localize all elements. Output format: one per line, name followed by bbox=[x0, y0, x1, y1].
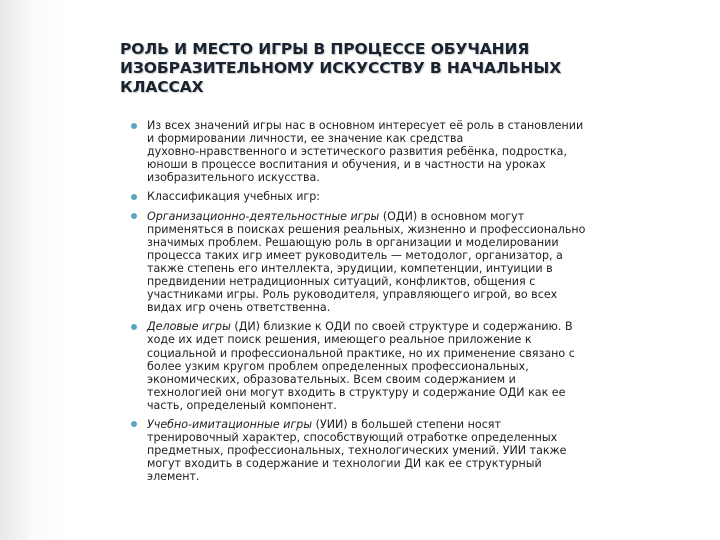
text-line: также степень его интеллекта, эрудиции, компетенции, интуиции в bbox=[147, 261, 553, 275]
title-line: КЛАССАХ bbox=[120, 78, 204, 96]
title-line: ИЗОБРАЗИТЕЛЬНОМУ ИСКУССТВУ В НАЧАЛЬНЫХ bbox=[120, 59, 562, 77]
bullet-list bbox=[128, 119, 693, 483]
text-line: участниками игры. Роль руководителя, управляющего игрой, во всех bbox=[147, 288, 558, 302]
text-line: духовно-нравственного и эстетического развития ребёнка, подростка, bbox=[147, 145, 567, 159]
text-line: могут входить в содержание и технологии ДИ как ее структурный bbox=[147, 457, 542, 471]
text-line: видах игр очень ответственна. bbox=[147, 301, 331, 315]
text-line: тренировочный характер, способствующий отработке определенных bbox=[147, 431, 558, 445]
game-type-term: Деловые игры bbox=[147, 320, 231, 334]
bullet-item bbox=[128, 418, 693, 483]
text-line: более узким кругом проблем определенных профессиональных, bbox=[147, 359, 529, 373]
bullet-dot-icon bbox=[131, 213, 137, 219]
text-line: и формировании личности, ее значение как средства bbox=[147, 132, 464, 146]
text-line: процесса таких игр имеет руководитель — методолог, организатор, а bbox=[147, 248, 563, 262]
bullet-dot-icon bbox=[131, 421, 137, 427]
bullet-dot-icon bbox=[131, 123, 137, 129]
text-line: ходе их идет поиск решения, имеющего реальное приложение к bbox=[147, 333, 532, 347]
text-line: Из всех значений игры нас в основном интересует её роль в становлении bbox=[147, 119, 584, 132]
text-fragment: (УИИ) в большей степени носят bbox=[312, 417, 501, 431]
text-line: применяться в поисках решения реальных, жизненно и профессионально bbox=[147, 222, 586, 236]
bullet-item bbox=[128, 210, 693, 315]
text-fragment: (ДИ) близкие к ОДИ по своей структуре и содержанию. В bbox=[230, 320, 573, 334]
bullet-item bbox=[128, 320, 693, 412]
game-type-term: Учебно-имитационные игры bbox=[147, 417, 313, 431]
text-line: социальной и профессиональной практике, но их применение связано с bbox=[147, 346, 575, 360]
text-line: юноши в процессе воспитания и обучения, и в частности на уроках bbox=[147, 158, 546, 172]
title-line: РОЛЬ И МЕСТО ИГРЫ В ПРОЦЕССЕ ОБУЧАНИЯ bbox=[120, 40, 530, 58]
decorative-left-strip bbox=[0, 0, 28, 540]
bullet-item bbox=[128, 119, 693, 184]
game-type-term: Организационно-деятельностные игры bbox=[147, 209, 380, 223]
text-line: предвидении нетрадиционных ситуаций, конфликтов, общения с bbox=[147, 275, 536, 289]
bullet-item bbox=[128, 190, 693, 203]
text-line: изобразительного искусства. bbox=[147, 171, 320, 185]
text-line bbox=[147, 210, 693, 223]
text-line bbox=[147, 418, 693, 431]
text-line bbox=[147, 320, 693, 333]
text-line: технологией они могут входить в структуру и содержание ОДИ как ее bbox=[147, 385, 566, 399]
slide-title bbox=[120, 40, 680, 97]
text-fragment: (ОДИ) в основном могут bbox=[379, 209, 525, 223]
bullet-dot-icon bbox=[131, 324, 137, 330]
text-line: значимых проблем. Решающую роль в организации и моделировании bbox=[147, 235, 559, 249]
bullet-dot-icon bbox=[131, 194, 137, 200]
text-line: Классификация учебных игр: bbox=[147, 190, 321, 204]
text-line: экономических, образовательных. Всем своим содержанием и bbox=[147, 372, 516, 386]
text-line: предметных, профессиональных, технологических умений. УИИ также bbox=[147, 444, 567, 458]
text-line: часть, определеный компонент. bbox=[147, 398, 337, 412]
text-line: элемент. bbox=[147, 470, 200, 484]
